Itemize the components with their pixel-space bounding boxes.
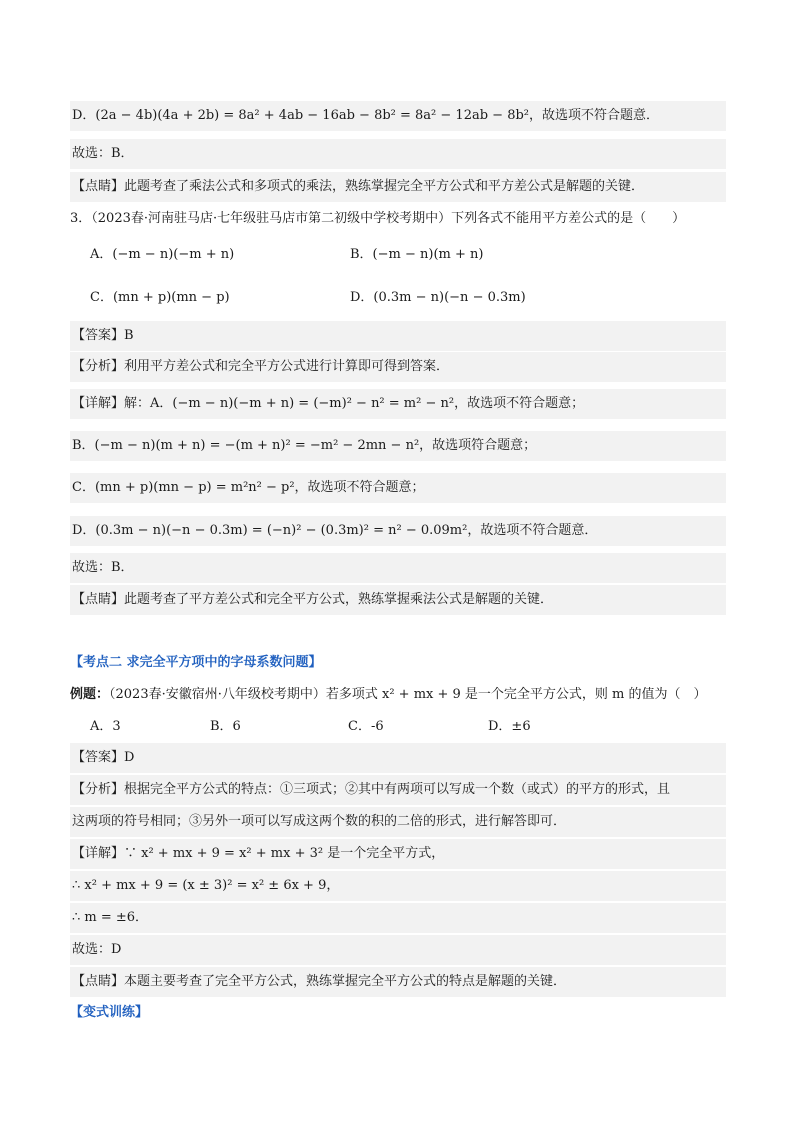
example-analysis-line-1: 【分析】根据完全平方公式的特点：①三项式；②其中有两项可以写成一个数（或式）的平方的形式，且 bbox=[70, 775, 726, 805]
example-analysis-line-2: 这两项的符号相同；③另外一项可以写成这两个数的积的二倍的形式，进行解答即可． bbox=[70, 807, 726, 837]
example-detail-2: ∴ x² + mx + 9 = (x ± 3)² = x² ± 6x + 9， bbox=[70, 871, 726, 901]
q3-analysis: 【分析】利用平方差公式和完全平方公式进行计算即可得到答案． bbox=[70, 352, 726, 382]
example-option-d: D．±6 bbox=[488, 719, 531, 734]
example-option-c: C．-6 bbox=[348, 719, 384, 734]
question-3-stem: 3．（2023春·河南驻马店·七年级驻马店市第二初级中学校考期中）下列各式不能用平方差公式的是（ ） bbox=[70, 211, 686, 226]
variant-training-heading: 【变式训练】 bbox=[70, 1005, 149, 1020]
section-2-title: 【考点二 求完全平方项中的字母系数问题】 bbox=[70, 655, 322, 670]
example-answer: 【答案】D bbox=[70, 743, 726, 773]
example-comment: 【点睛】本题主要考查了完全平方公式，熟练掌握完全平方公式的特点是解题的关键． bbox=[70, 967, 726, 997]
q3-detail-a: 【详解】解：A．(−m − n)(−m + n) = (−m)² − n² = m² − n²，故选项不符合题意； bbox=[70, 389, 726, 419]
example-label: 例题： bbox=[70, 687, 110, 702]
example-option-a: A．3 bbox=[90, 719, 121, 734]
q3-choose: 故选：B． bbox=[70, 553, 726, 583]
q3-option-d: D．(0.3m − n)(−n − 0.3m) bbox=[350, 290, 526, 305]
q3-option-a: A．(−m − n)(−m + n) bbox=[90, 247, 235, 262]
example-option-b: B．6 bbox=[210, 719, 241, 734]
q3-detail-c: C．(mn + p)(mn − p) = m²n² − p²，故选项不符合题意； bbox=[70, 473, 726, 503]
q3-detail-d: D．(0.3m − n)(−n − 0.3m) = (−n)² − (0.3m)² = n² − 0.09m²，故选项不符合题意． bbox=[70, 516, 726, 546]
prev-choose: 故选：B． bbox=[70, 139, 726, 169]
q3-answer: 【答案】B bbox=[70, 321, 726, 351]
q3-option-c: C．(mn + p)(mn − p) bbox=[90, 290, 230, 305]
example-choose: 故选：D bbox=[70, 935, 726, 965]
prev-option-d-line: D．(2a − 4b)(4a + 2b) = 8a² + 4ab − 16ab − 8b² = 8a² − 12ab − 8b²，故选项不符合题意． bbox=[70, 101, 726, 131]
q3-comment: 【点睛】此题考查了平方差公式和完全平方公式，熟练掌握乘法公式是解题的关键． bbox=[70, 585, 726, 615]
example-text: （2023春·安徽宿州·八年级校考期中）若多项式 x² + mx + 9 是一个完全平方公式，则 m 的值为（ ） bbox=[109, 687, 707, 702]
q3-detail-b: B．(−m − n)(m + n) = −(m + n)² = −m² − 2mn − n²，故选项符合题意； bbox=[70, 431, 726, 461]
example-line bbox=[70, 680, 724, 710]
example-detail-1: 【详解】∵ x² + mx + 9 = x² + mx + 3² 是一个完全平方式， bbox=[70, 839, 726, 869]
prev-comment: 【点睛】此题考查了乘法公式和多项式的乘法，熟练掌握完全平方公式和平方差公式是解题的关键． bbox=[70, 172, 726, 202]
example-detail-3: ∴ m = ±6． bbox=[70, 903, 726, 933]
q3-option-b: B．(−m − n)(m + n) bbox=[350, 247, 484, 262]
